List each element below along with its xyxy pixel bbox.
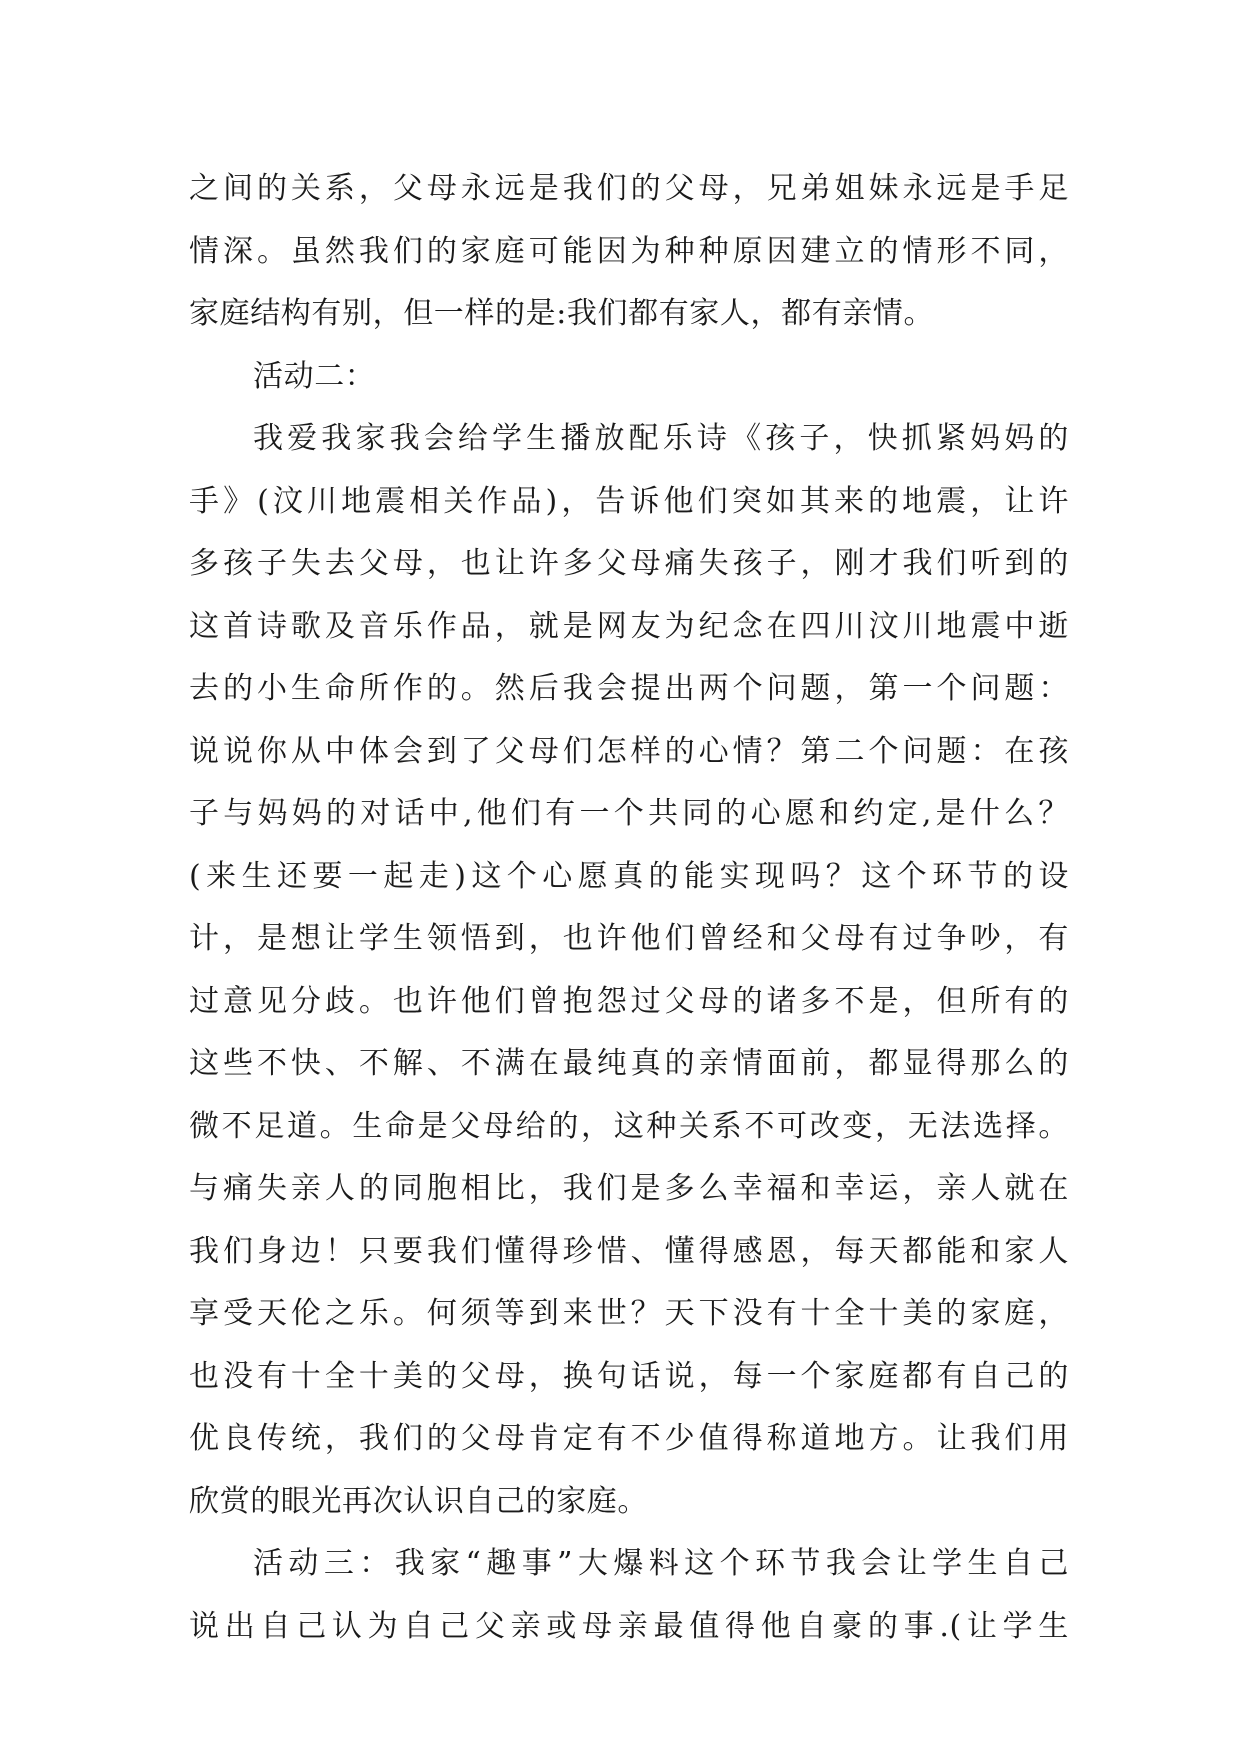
text-line: 与痛失亲人的同胞相比，我们是多么幸福和幸运，亲人就在 <box>189 1171 1069 1206</box>
text-line: 我们身边！只要我们懂得珍惜、懂得感恩，每天都能和家人 <box>189 1233 1069 1269</box>
text-line: 之间的关系，父母永远是我们的父母，兄弟姐妹永远是手足 <box>189 171 1069 206</box>
text-line: 活动二： <box>253 358 376 394</box>
text-line: 享受天伦之乐。何须等到来世？天下没有十全十美的家庭， <box>189 1296 1069 1331</box>
text-line: 去的小生命所作的。然后我会提出两个问题，第一个问题： <box>189 671 1069 706</box>
text-line: 说出自己认为自己父亲或母亲最值得他自豪的事.(让学生 <box>189 1608 1069 1644</box>
text-line: 活动三：我家“趣事”大爆料这个环节我会让学生自己 <box>253 1546 1069 1581</box>
text-line: 也没有十全十美的父母，换句话说，每一个家庭都有自己的 <box>189 1358 1069 1394</box>
text-line: 计，是想让学生领悟到，也许他们曾经和父母有过争吵，有 <box>189 921 1069 956</box>
text-line: 手》(汶川地震相关作品)，告诉他们突如其来的地震，让许 <box>189 483 1069 519</box>
text-line: 多孩子失去父母，也让许多父母痛失孩子，刚才我们听到的 <box>189 546 1069 581</box>
text-line: 情深。虽然我们的家庭可能因为种种原因建立的情形不同， <box>189 233 1069 269</box>
text-line: 子与妈妈的对话中,他们有一个共同的心愿和约定,是什么？ <box>189 796 1069 831</box>
text-line: 这首诗歌及音乐作品，就是网友为纪念在四川汶川地震中逝 <box>189 608 1069 644</box>
text-line: 我爱我家我会给学生播放配乐诗《孩子，快抓紧妈妈的 <box>253 421 1069 456</box>
text-line: 优良传统，我们的父母肯定有不少值得称道地方。让我们用 <box>189 1421 1069 1456</box>
text-line: (来生还要一起走)这个心愿真的能实现吗？这个环节的设 <box>189 858 1069 894</box>
text-line: 说说你从中体会到了父母们怎样的心情？第二个问题：在孩 <box>189 733 1069 769</box>
text-line: 过意见分歧。也许他们曾抱怨过父母的诸多不是，但所有的 <box>189 983 1069 1019</box>
text-line: 这些不快、不解、不满在最纯真的亲情面前，都显得那么的 <box>189 1046 1069 1081</box>
text-line: 欣赏的眼光再次认识自己的家庭。 <box>189 1483 648 1519</box>
text-line: 家庭结构有别，但一样的是:我们都有家人，都有亲情。 <box>189 296 935 331</box>
body-text <box>189 158 1069 1658</box>
text-line: 微不足道。生命是父母给的，这种关系不可改变，无法选择。 <box>189 1108 1069 1144</box>
